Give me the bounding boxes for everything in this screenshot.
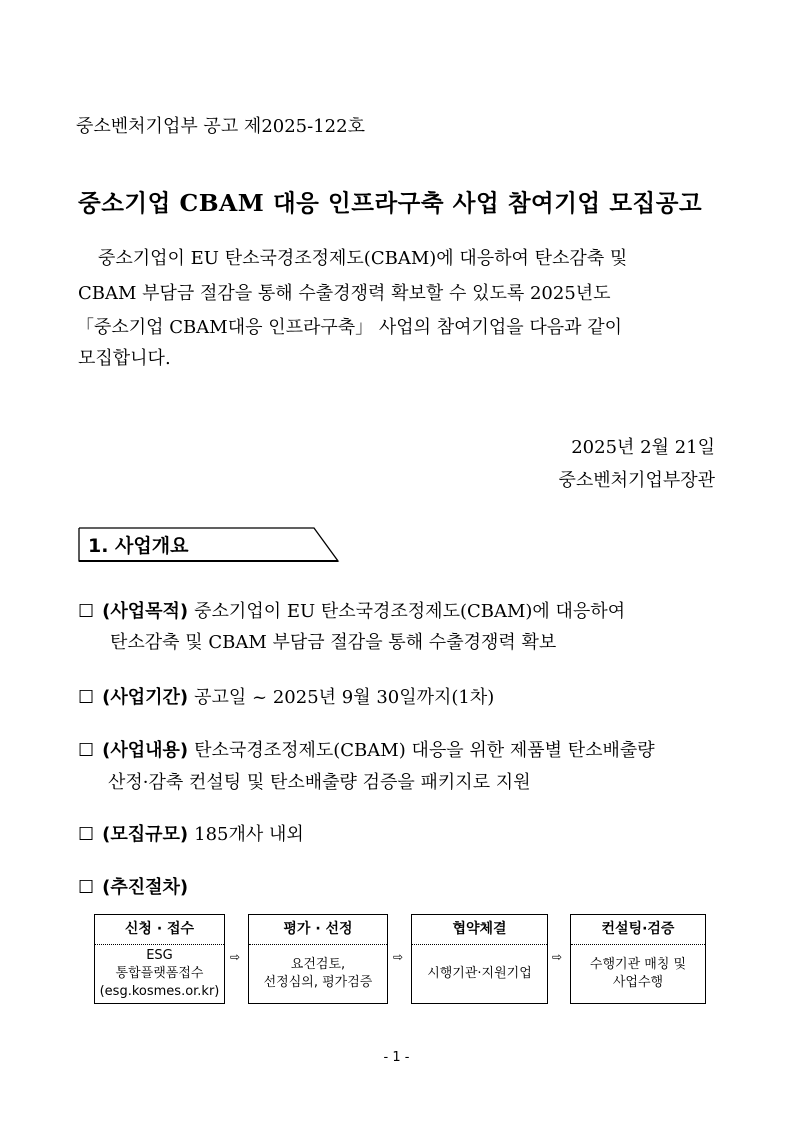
item-text: 공고일 ~ 2025년 9월 30일까지(1차) [194, 687, 495, 708]
notice-number: 중소벤처기업부 공고 제2025-122호 [76, 116, 365, 137]
flow-step-title: 협약체결 [412, 915, 547, 945]
item-text: 중소기업이 EU 탄소국경조정제도(CBAM)에 대응하여 [194, 601, 626, 622]
section-title: 1. 사업개요 [88, 535, 189, 557]
item-text: 185개사 내외 [194, 824, 304, 845]
issuer: 중소벤처기업부장관 [558, 470, 715, 491]
flow-step-title: 신청 · 접수 [95, 915, 224, 945]
item-procedure [78, 873, 194, 899]
right-arrow-icon: ⇨ [230, 950, 241, 964]
document-title: 중소기업 CBAM 대응 인프라구축 사업 참여기업 모집공고 [78, 189, 703, 217]
item-purpose-continued: 탄소감축 및 CBAM 부담금 절감을 통해 수출경쟁력 확보 [110, 632, 557, 653]
flow-step-body [249, 945, 387, 1003]
item-content-continued: 산정·감축 컨설팅 및 탄소배출량 검증을 패키지로 지원 [108, 772, 531, 793]
checkbox-icon: ☐ [78, 877, 95, 898]
item-text: 탄소국경조정제도(CBAM) 대응을 위한 제품별 탄소배출량 [194, 740, 655, 761]
item-content [78, 736, 655, 762]
flow-step-line: 사업수행 [612, 975, 664, 990]
checkbox-icon: ☐ [78, 687, 95, 708]
intro-line-3: 「중소기업 CBAM대응 인프라구축」 사업의 참여기업을 다음과 같이 [76, 317, 623, 338]
flow-step-line: 요건검토, [290, 957, 346, 972]
flow-step-line: 시행기관·지원기업 [427, 966, 532, 981]
intro-line-2: CBAM 부담금 절감을 통해 수출경쟁력 확보할 수 있도록 2025년도 [78, 283, 611, 304]
flow-step-consulting [570, 914, 706, 1004]
checkbox-icon: ☐ [78, 740, 95, 761]
item-period [78, 683, 494, 709]
flow-step-line: 선정심의, 평가검증 [263, 975, 373, 990]
flow-step-line: (esg.kosmes.or.kr) [99, 984, 220, 999]
flow-step-evaluate [248, 914, 388, 1004]
checkbox-icon: ☐ [78, 601, 95, 622]
item-purpose [78, 597, 625, 623]
flow-step-title: 평가 · 선정 [249, 915, 387, 945]
notice-date: 2025년 2월 21일 [571, 437, 715, 458]
item-key: (사업내용) [102, 740, 189, 761]
flow-step-body [412, 945, 547, 1003]
item-key: (모집규모) [102, 824, 189, 845]
page-number: - 1 - [383, 1050, 410, 1065]
item-scale [78, 820, 304, 846]
item-key: (추진절차) [102, 877, 189, 898]
right-arrow-icon: ⇨ [552, 950, 563, 964]
flow-step-line: 통합플랫폼접수 [115, 966, 204, 981]
right-arrow-icon: ⇨ [393, 950, 404, 964]
flow-step-body [571, 945, 705, 1003]
section-header [78, 527, 338, 561]
flow-step-agreement [411, 914, 548, 1004]
item-key: (사업목적) [102, 601, 189, 622]
flow-step-line: 수행기관 매칭 및 [589, 957, 687, 972]
flow-step-body [95, 945, 224, 1003]
intro-line-4: 모집합니다. [78, 348, 171, 369]
flow-step-apply [94, 914, 225, 1004]
intro-line-1: 중소기업이 EU 탄소국경조정제도(CBAM)에 대응하여 탄소감축 및 [98, 248, 628, 269]
flow-step-line: ESG [146, 948, 173, 963]
flow-step-title: 컨설팅·검증 [571, 915, 705, 945]
item-key: (사업기간) [102, 687, 189, 708]
checkbox-icon: ☐ [78, 824, 95, 845]
